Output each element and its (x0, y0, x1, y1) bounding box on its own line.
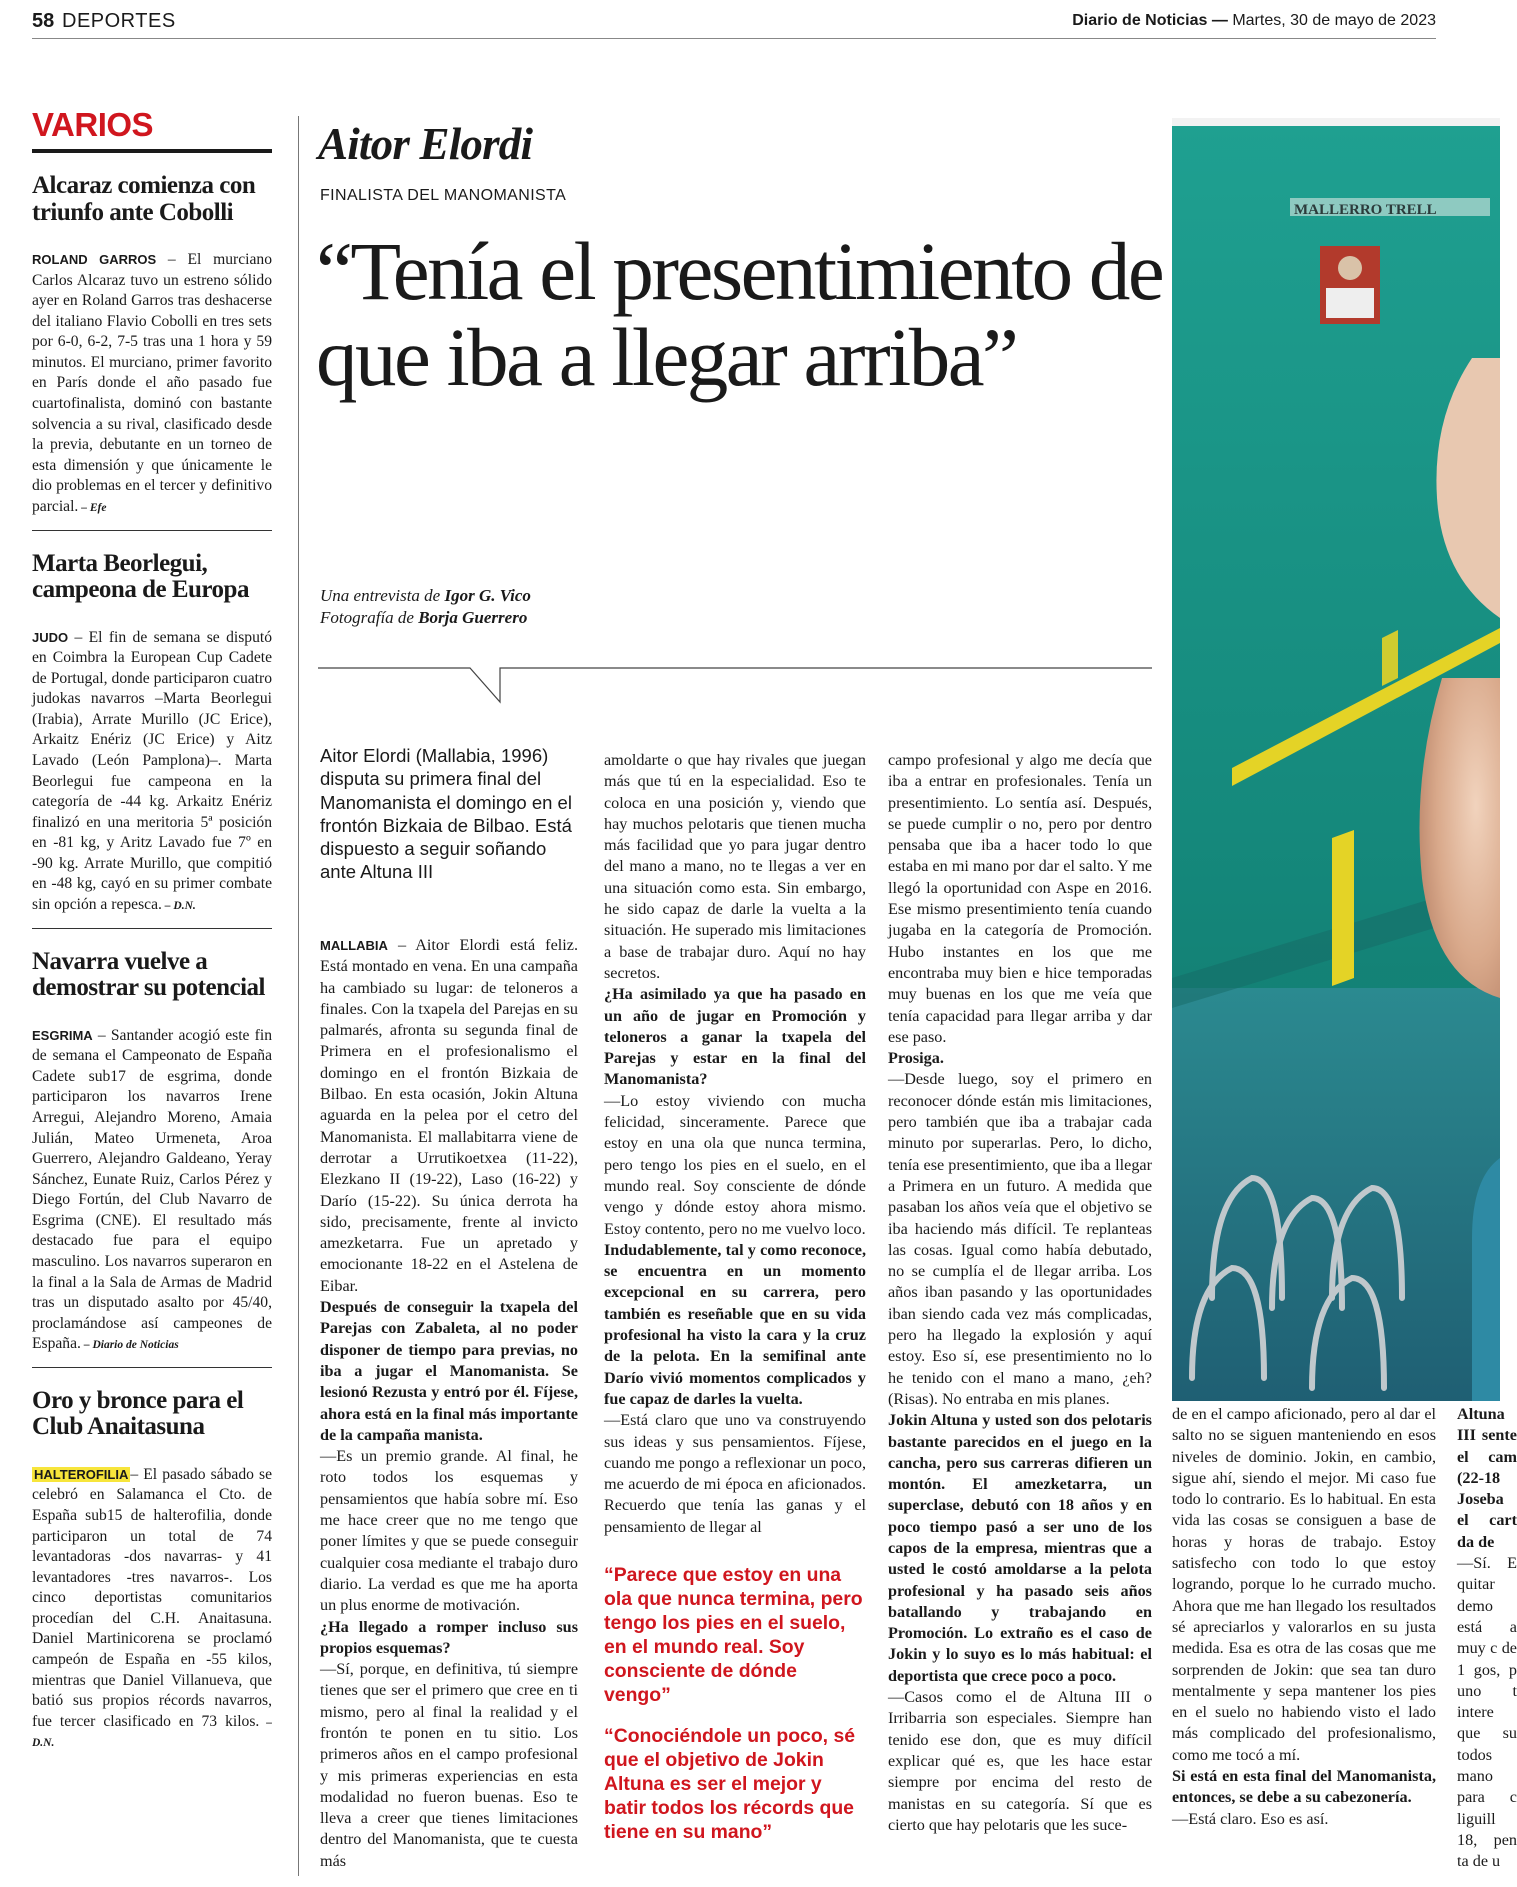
brief-keyword: HALTEROFILIA (34, 1466, 129, 1482)
brief-source: – D.N. (161, 900, 196, 913)
question: Altuna III sente el cam (22-18 Joseba el cart da de (1457, 1405, 1517, 1551)
brief-headline: Marta Beorlegui, campeona de Europa (32, 549, 249, 604)
answer: —Desde luego, soy el primero en reconocer dónde están mis limitaciones, pero también que iba a trabajar cada minuto por superarlas. Pero, lo dicho, tenía ese presentimiento, que iba a llegar a Primera en un futuro. A medida que pasaban los años veía que el objetivo se iba haciendo más difícil. Te replanteas las cosas. Igual como había debutado, no se cumplía el de llegar arriba. Los años iban pasando y las oportunidades iban siendo cada vez más complicadas, pero ha llegado la explosión y aquí estoy. Eso sí, ese presentimiento no lo he tenido con el mano a mano, ¿eh? (Risas). No entraba en mis planes. (888, 1070, 1152, 1408)
brief-text: – El murciano Carlos Alcaraz tuvo un estreno sólido ayer en Roland Garros tras deshacerse del italiano Flavio Cobolli en tres sets por 6-0, 6-2, 7-5 tras una 1 hora y 59 minutos. El murciano, primer favorito en París donde el año pasado fue cuartofinalista, dominó con bastante solvencia a su rival, clasificado desde la previa, debutante en un torneo de esta dimensión y que únicamente le dio problemas en el tercer y definitivo parcial. (32, 251, 272, 515)
brief-source: – Efe (78, 501, 107, 514)
brief-body (32, 628, 272, 916)
section-name: DEPORTES (62, 10, 176, 32)
question: ¿Ha llegado a romper incluso sus propios esquemas? (320, 1617, 578, 1657)
wall-sign-text: MALLERRO TRELL (1294, 202, 1437, 218)
question: Si está en esta final del Manomanista, entonces, se debe a su cabezonería. (1172, 1767, 1436, 1807)
masthead-date (1072, 12, 1436, 30)
byline-credits (320, 585, 531, 629)
paragraph (320, 935, 578, 1297)
pull-quote: “Parece que estoy en una ola que nunca termina, pero tengo los pies en el suelo, en el mundo real. Soy consciente de dónde vengo” (604, 1564, 863, 1707)
fronton-photo-illustration (1172, 118, 1500, 1401)
brief-source: – D.N. (32, 1716, 273, 1750)
newspaper-name: Diario de Noticias (1072, 12, 1208, 29)
answer: —Es un premio grande. Al final, he roto todos los esquemas y pensamientos que había sobre mí. Eso me hace creer que no me tengo que poner límites y que se puede conseguir cualquier cosa mediante el trabajo duro diario. La verdad es que me ha aporta un plus enorme de motivación. (320, 1447, 578, 1615)
brief-article (32, 1368, 272, 1765)
speech-bubble-divider (318, 660, 1152, 716)
question: Jokin Altuna y usted son dos pelotaris bastante parecidos en el juego en la cancha, pero sus carreras difieren un montón. El amezketarra, un superclase, debutó con 18 años y en poco tiempo pasó a ser uno de los capos de la empresa, mientras que a usted le costó amoldarse a la pelota profesional y ha pasado seis años batallando y trabajando en Promoción. Lo extraño es el caso de Jokin y lo suyo es lo más habitual: el deportista que crece poco a poco. (888, 1411, 1152, 1685)
main-headline: “Tenía el presentimiento de que iba a llegar arriba” (316, 225, 1163, 404)
brief-article (32, 531, 272, 929)
credit-prefix: Una entrevista de (320, 586, 445, 605)
sidebar-varios (32, 108, 272, 1765)
body-column-4 (1172, 1404, 1436, 1830)
answer: —Sí, porque, en definitiva, tú siempre tienes que ser el primero que cree en ti mismo, pero al final la realidad y el frontón te ponen en tu sitio. Los primeros años en el campo profesional y mis primeras experiencias en esta modalidad no fueron buenas. Eso te lleva a creer que tienes limitaciones dentro del Manomanista, que te cuesta más (320, 1660, 578, 1870)
brief-text: – El pasado sábado se celebró en Salamanca el Cto. de España sub15 de halterofilia, donde participaron un total de 74 levantadoras -dos navarras- y 41 levantadores -tres navarros-. Los cinco deportistas comunitarios procedían del C.H. Anaitasuna. Daniel Martinicorena se proclamó campeón de España en -55 kilos, mientras que Daniel Villanueva, que batió sus propios récords navarros, fue tercer clasificado en 73 kilos. (32, 1465, 272, 1730)
brief-text: – El fin de semana se disputó en Coimbra la European Cup Cadete de Portugal, donde participaron cuatro judokas navarros –Marta Beorlegui (Irabia), Arrate Murillo (JC Erice), Arkaitz Enériz (JC Erice) y Aitz Lavado (León Pamplona)–. Marta Beorlegui fue campeona en la categoría de -44 kg. Arkaitz Enériz finalizó en una meritoria 5ª posición en -81 kg, y Aritz Lavado fue 7º en -90 kg. Arrate Murillo, que compitió en -48 kg, cayó en su primer combate sin opción a repesca. (32, 628, 272, 914)
question: Después de conseguir la txapela del Parejas con Zabaleta, al no poder disponer de tiempo para previas, no iba a jugar el Manomanista. Se lesionó Rezusta y entró por él. Fíjese, ahora está en la final más importante de la campaña manista. (320, 1298, 578, 1444)
brief-body (32, 1465, 272, 1753)
photo-credit (320, 607, 531, 629)
brief-article (32, 929, 272, 1368)
answer: —Casos como el de Altuna III o Irribarria son especiales. Siempre han tenido ese don, que es muy difícil explicar qué es, que les hace estar siempre por encima del resto de manistas en su categoría. Sí que es cierto que hay pelotaris que les suce- (888, 1688, 1152, 1834)
brief-body (32, 1026, 272, 1355)
interview-credit (320, 585, 531, 607)
author-name: Igor G. Vico (444, 586, 531, 605)
answer: —Está claro. Eso es así. (1172, 1809, 1329, 1828)
credit-prefix: Fotografía de (320, 608, 419, 628)
question: Prosiga. (888, 1049, 944, 1068)
dash-separator: — (1211, 12, 1228, 29)
body-column-5-cropped (1457, 1404, 1517, 1873)
answer: —Lo estoy viviendo con mucha felicidad, sinceramente. Parece que estoy en una ola que nunca termina, pero tengo los pies en el suelo, en el mundo real. Soy consciente de dónde vengo y dónde estoy ahora mismo. Estoy contento, pero no me vuelvo loco. (604, 1091, 866, 1238)
brief-keyword: ESGRIMA (32, 1027, 93, 1043)
brief-article (32, 153, 272, 531)
body-column-3 (888, 750, 1152, 1836)
brief-text: – Santander acogió este fin de semana el Campeonato de España Cadete sub17 de esgrima, donde participaron los navarros Irene Arregui, Alejandro Moreno, Amaia Julián, Mateo Urmeneta, Aroa Guerrero, Alejandro Galdeano, Yeray Sánchez, Eunate Ruiz, Carlos Pérez y Diego Fortún, del Club Navarro de Esgrima (CNE). El resultado más destacado fue para el equipo masculino. Los navarros superaron en la final a la Sala de Armas de Madrid tras un disputado asalto por 45/40, proclamándose así campeones de España. (32, 1026, 272, 1353)
interviewee-name: Aitor Elordi (318, 119, 533, 169)
answer: —Sí. E quitar demo está a muy c de 1 gos, p uno t intere que su todos mano para c liguill 18, pen ta de u (1457, 1554, 1517, 1871)
pull-quote: “Conociéndole un poco, sé que el objetivo de Jokin Altuna es ser el mejor y batir todos los récords que tiene en su mano” (604, 1725, 856, 1844)
brief-headline: Alcaraz comienza con triunfo ante Cobolli (32, 172, 256, 226)
brief-headline: Navarra vuelve a demostrar su potencial (32, 947, 265, 1002)
answer: —Está claro que uno va construyendo sus ideas y sus pensamientos. Fíjese, cuando me pongo a reflexionar un poco, me acuerdo de mi época en aficionados. Recuerdo que tenía las ganas y el pensamiento de llegar al (604, 1411, 866, 1536)
interviewee-role: FINALISTA DEL MANOMANISTA (320, 187, 567, 204)
sidebar-title: VARIOS (32, 108, 272, 153)
brief-body (32, 250, 272, 518)
page-header (32, 8, 1436, 39)
answer: de en el campo aficionado, pero al dar el salto no se siguen manteniendo en esos niveles de dominio. Jokin, en cambio, sigue ahí, siendo el mejor. Mi caso fue todo lo contrario. Es lo habitual. En esta vida las cosas se consiguen a base de horas y horas de trabajo. Estoy satisfecho con todo lo que estoy logrando, porque lo he currado mucho. Ahora que me han llegado los resultados sé apreciarlos y valorarlos en su justa medida. Esa es otra de las cosas que me sorprenden de Jokin: que sea tan duro mentalmente y sepa mantener los pies en el suelo no habiendo visto el lado más complicado del profesionalismo, como me tocó a mí. (1172, 1405, 1436, 1764)
player-photo (1172, 118, 1500, 1401)
answer: amoldarte o que hay rivales que juegan más que tú en la especialidad. Eso te coloca en una posición y, viendo que hay muchos pelotaris que tienen mucha más facilidad que yo para jugar dentro del mano a mano, no te llegas a ver en una situación como esta. Sin embargo, he sido capaz de darle la vuelta a la situación. He superado mis limitaciones a base de trabajar duro. Aquí no hay secretos. (604, 751, 866, 982)
brief-source: – Diario de Noticias (80, 1339, 179, 1352)
dateline: MALLABIA (320, 938, 388, 953)
body-column-1 (320, 935, 578, 1872)
answer: campo profesional y algo me decía que iba a entrar en profesionales. Tenía un presentimiento. Lo sentía así. Después, se puede cumplir o no, pero por dentro pensaba que iba a hacer todo lo que estaba en mi mano por dar el salto. Y me llegó la oportunidad con Aspe en 2016. Ese mismo presentimiento tenía cuando jugaba en la categoría de Promoción. Hubo instantes en los que me encontraba muy bien e hice temporadas muy buenas en los que me veía que tenía capacidad para llegar arriba y dar ese paso. (888, 751, 1153, 1046)
question: ¿Ha asimilado ya que ha pasado en un año de jugar en Promoción y teloneros a ganar la txapela del Parejas y estar en la final del Manomanista? (604, 985, 866, 1089)
brief-keyword: JUDO (32, 629, 69, 645)
article-lead: Aitor Elordi (Mallabia, 1996) disputa su primera final del Manomanista el domingo en el frontón Bizkaia de Bilbao. Está dispuesto a seguir soñando ante Altuna III (320, 745, 572, 883)
issue-date: Martes, 30 de mayo de 2023 (1232, 12, 1436, 29)
question: Indudablemente, tal y como reconoce, se encuentra en un momento excepcional en su carrera, pero también es reseñable que en su vida profesional ha visto la cara y la cruz de la pelota. En la semifinal ante Darío vivió momentos complicados y fue capaz de darles la vuelta. (604, 1240, 866, 1408)
brief-keyword: ROLAND GARROS (32, 252, 157, 267)
column-divider (298, 116, 299, 1876)
page-number: 58 (32, 10, 55, 32)
paragraph-text: – Aitor Elordi está feliz. Está montado en vena. En una campaña ha cambiado su lugar: de teloneros a finales. Con la txapela del Parejas en su palmarés, afronta su segunda final de Primera en el profesionalismo el domingo en el frontón Bizkaia de Bilbao. En esta ocasión, Jokin Altuna aguarda en la pelea por el cetro del Manomanista. El mallabitarra viene de derrotar a Urrutikoetxea (11-22), Elezkano II (19-22), Laso (16-22) y Darío (15-22). Su única derrota ha sido, precisamente, frente al invicto amezketarra. Fue un apretado y emocionante 18-22 en el Astelena de Eibar. (320, 936, 578, 1295)
body-column-2 (604, 750, 866, 1538)
photographer-name: Borja Guerrero (418, 608, 528, 628)
brief-headline: Oro y bronce para el Club Anaitasuna (32, 1386, 244, 1441)
